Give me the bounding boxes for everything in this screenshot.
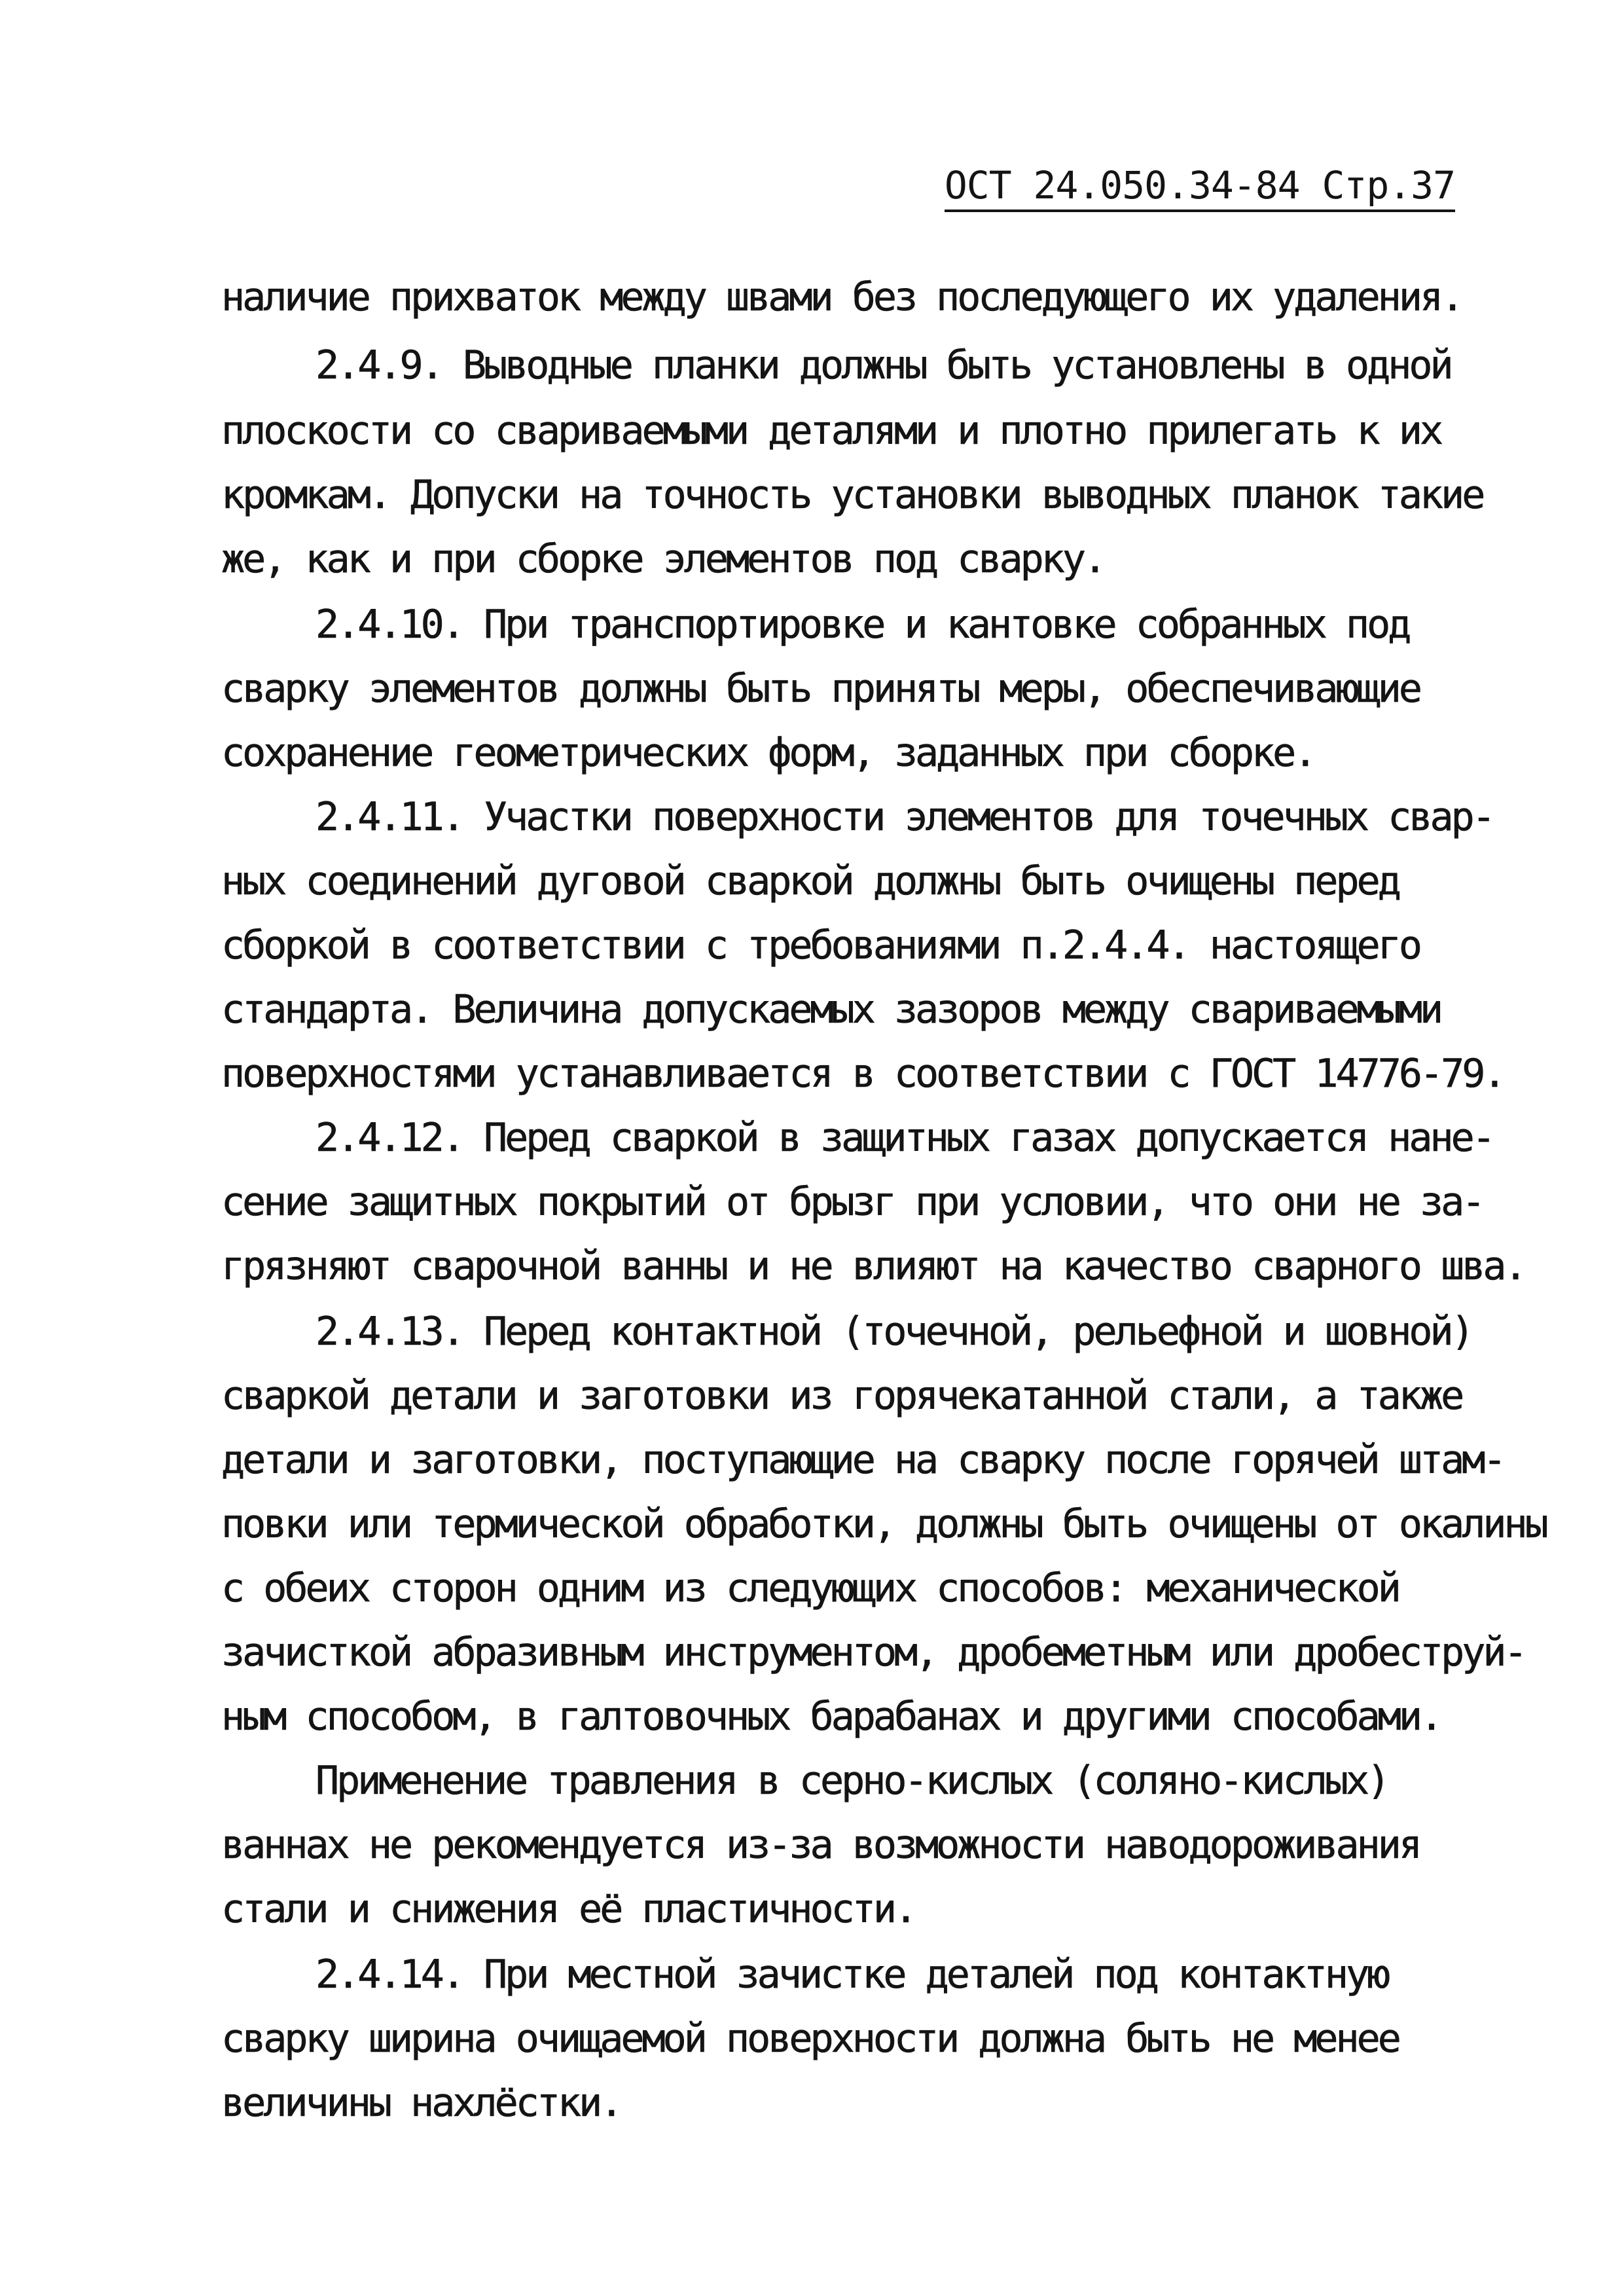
body-line: сварку ширина очищаемой поверхности должна быть не менее (221, 2016, 1399, 2062)
standard-designation: ОСТ 24.050.34-84 (944, 163, 1300, 208)
body-line: плоскости со свариваемыми деталями и плотно прилегать к их (221, 408, 1441, 454)
body-line: повки или термической обработки, должны быть очищены от окалины (221, 1501, 1546, 1547)
body-line: сение защитных покрытий от брызг при условии, что они не за- (221, 1179, 1483, 1225)
body-line: 2.4.12. Перед сваркой в защитных газах допускается нане- (316, 1115, 1493, 1161)
body-line: с обеих сторон одним из следующих способов: механической (221, 1565, 1399, 1611)
body-line: стандарта. Величина допускаемых зазоров между свариваемыми (221, 987, 1441, 1032)
body-line: сваркой детали и заготовки из горячекатанной стали, а также (221, 1373, 1462, 1419)
body-line: же, как и при сборке элементов под сварку. (221, 536, 1105, 582)
body-line: 2.4.10. При транспортировке и кантовке собранных под (316, 602, 1409, 647)
body-line: Применение травления в серно-кислых (соляно-кислых) (316, 1758, 1388, 1804)
body-line: 2.4.14. При местной зачистке деталей под контактную (316, 1952, 1388, 1997)
body-line: сохранение геометрических форм, заданных при сборке. (221, 730, 1315, 776)
page-header (945, 162, 1455, 212)
body-line: наличие прихваток между швами без последующего их удаления. (221, 274, 1462, 320)
body-line: сборкой в соответствии с требованиями п.2.4.4. настоящего (221, 922, 1420, 968)
body-line: зачисткой абразивным инструментом, дробеметным или дробеструй- (221, 1630, 1525, 1675)
body-line: 2.4.13. Перед контактной (точечной, рельефной и шовной) (316, 1309, 1472, 1355)
body-line: величины нахлёстки. (221, 2080, 621, 2126)
body-line: 2.4.11. Участки поверхности элементов для точечных свар- (316, 794, 1493, 840)
body-line: детали и заготовки, поступающие на сварку после горячей штам- (221, 1437, 1504, 1483)
body-line: поверхностями устанавливается в соответствии с ГОСТ 14776-79. (221, 1051, 1504, 1097)
body-line: 2.4.9. Выводные планки должны быть установлены в одной (316, 342, 1451, 388)
body-line: ных соединений дуговой сваркой должны быть очищены перед (221, 858, 1399, 904)
body-line: кромкам. Допуски на точность установки выводных планок такие (221, 472, 1483, 518)
body-line: ным способом, в галтовочных барабанах и другими способами. (221, 1694, 1441, 1740)
body-line: сварку элементов должны быть приняты меры, обеспечивающие (221, 666, 1420, 712)
body-line: стали и снижения её пластичности. (221, 1886, 916, 1932)
body-line: грязняют сварочной ванны и не влияют на качество сварного шва. (221, 1243, 1525, 1289)
page-number: Стр.37 (1322, 163, 1455, 208)
body-line: ваннах не рекомендуется из-за возможности наводороживания (221, 1822, 1420, 1868)
